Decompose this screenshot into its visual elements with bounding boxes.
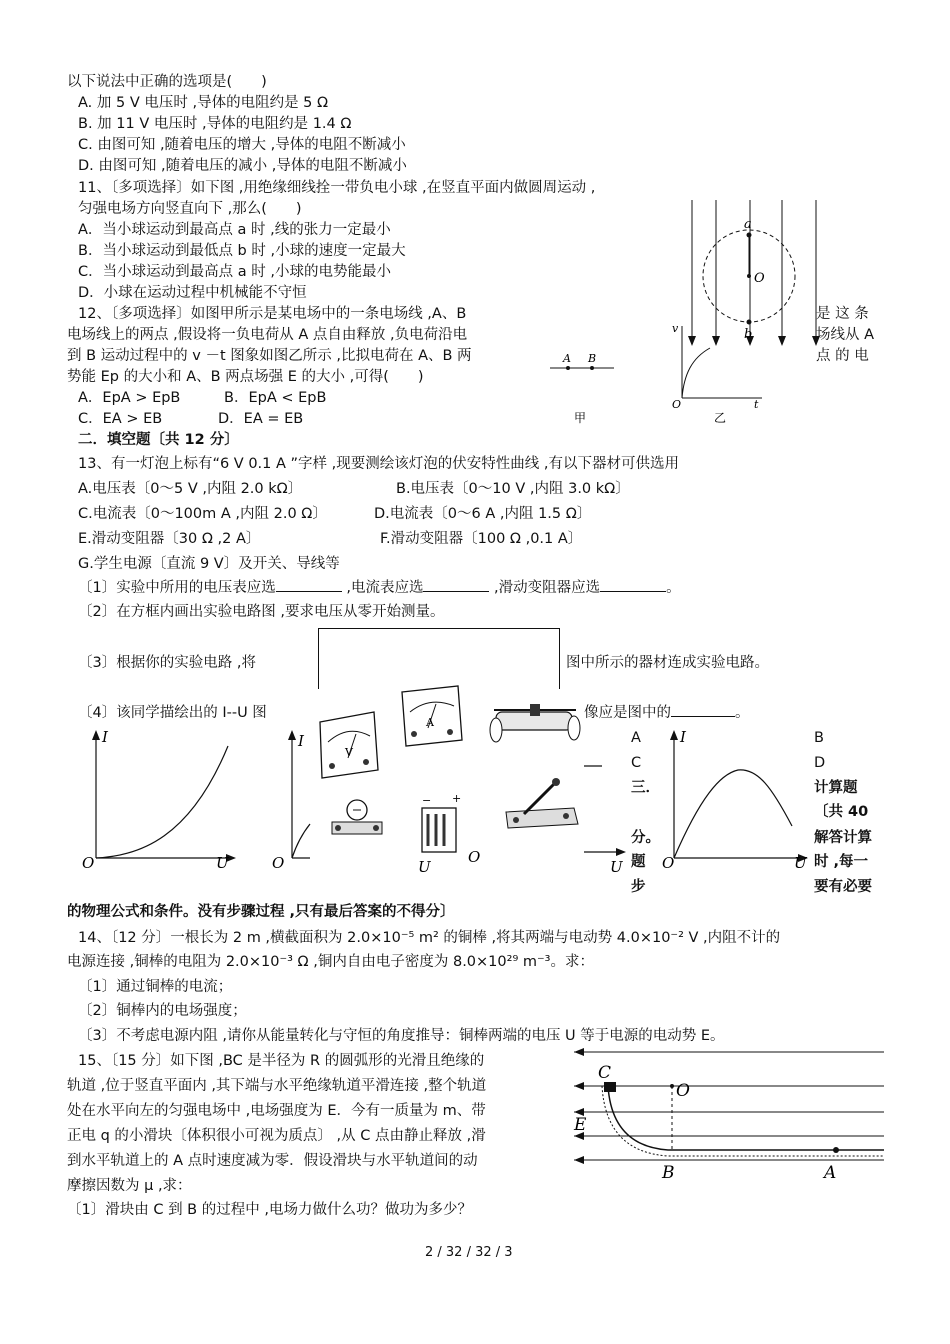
q13-part-3a: 〔3〕根据你的实验电路 ,将 <box>78 655 256 671</box>
q12-axis-v: v <box>672 322 679 335</box>
graph-d-axis-i: I <box>680 728 686 746</box>
switch-icon <box>506 778 578 828</box>
q13-option-g: G.学生电源〔直流 9 V〕及开关、导线等 <box>78 556 340 572</box>
ammeter-icon <box>402 686 462 746</box>
q12-option-a: A．EpA > EpB <box>78 390 181 406</box>
q12-line-2: 电场线上的两点 ,假设将一负电荷从 A 点自由释放 ,负电荷沿电 <box>67 327 468 343</box>
q13-p4-text: 像应是图中的 <box>584 705 671 721</box>
q13-stem: 13、有一灯泡上标有“6 V 0.1 A ”字样 ,现要测绘该灯泡的伏安特性曲线 ,有以下器材可供选用 <box>78 456 679 472</box>
section-3-frag-1: 三． <box>631 780 660 796</box>
q10-option-d: D. 由图可知 ,随着电压的减小 ,导体的电阻不断减小 <box>78 158 407 174</box>
section-3-frag-9: 要有必要 <box>814 879 872 895</box>
q14-line-2: 电源连接 ,铜棒的电阻为 2.0×10⁻³ Ω ,铜内自由电子密度为 8.0×10²⁹ m⁻³。求： <box>67 954 594 970</box>
q11-point-o-label: O <box>754 271 765 286</box>
q13-blank-rheostat[interactable] <box>600 591 666 592</box>
q12-axis-t: t <box>754 398 759 411</box>
q11-point-a-label: a <box>744 217 752 232</box>
q14-line-1: 14、〔12 分〕一根长为 2 m ,横截面积为 2.0×10⁻⁵ m² 的铜棒 ,将其两端与电动势 4.0×10⁻² V ,内阻不计的 <box>78 930 781 946</box>
section-3-frag-5: 解答计算 <box>814 830 872 846</box>
section-3-instructions: 的物理公式和条件。没有步骤过程 ,只有最后答案的不得分〕 <box>67 904 455 920</box>
q13-option-c: C.电流表〔0～100m A ,内阻 2.0 Ω〕 <box>78 506 327 522</box>
iu-graph-b <box>270 728 310 872</box>
q12-line-4: 势能 Ep 的大小和 A、B 两点场强 E 的大小 ,可得( ) <box>67 369 424 385</box>
q15-line-1: 15、〔15 分〕如下图 ,BC 是半径为 R 的圆弧形的光滑且绝缘的 <box>78 1053 485 1069</box>
q12-right-2: 场线从 A <box>816 327 875 343</box>
q12-caption-yi: 乙 <box>714 411 727 425</box>
q12-axis-origin: O <box>672 398 682 411</box>
equipment-figure <box>310 680 590 875</box>
graph-b-origin: O <box>272 854 285 872</box>
iu-graph-a <box>80 728 240 872</box>
q15-line-5: 到水平轨道上的 A 点时速度减为零．假设滑块与水平轨道间的动 <box>67 1153 478 1169</box>
q13-option-a: A.电压表〔0～5 V ,内阻 2.0 kΩ〕 <box>78 481 303 497</box>
q12-option-d: D．EA = EB <box>218 411 304 427</box>
q10-option-a: A. 加 5 V 电压时 ,导体的电阻约是 5 Ω <box>78 95 329 111</box>
iu-graph-c-remnant <box>580 752 630 876</box>
q12-right-1: 是 这 条 <box>816 306 869 322</box>
section-3-frag-4: 分。 <box>631 830 660 846</box>
section-2-title: 二．填空题〔共 12 分〕 <box>78 432 239 448</box>
q15-track-figure <box>568 1046 888 1182</box>
section-3-frag-6: 题 <box>631 854 646 870</box>
q15-line-3: 处在水平向左的匀强电场中 ,电场强度为 E．今有一质量为 m、带 <box>67 1103 486 1119</box>
q12-line-3: 到 B 运动过程中的 v －t 图象如图乙所示 ,比拟电荷在 A、B 两 <box>67 348 472 364</box>
q13-option-e: E.滑动变阻器〔30 Ω ,2 A〕 <box>78 531 261 547</box>
battery-icon <box>422 792 461 852</box>
q13-blank-graph[interactable] <box>671 716 735 717</box>
section-3-frag-7: 时 ,每一 <box>814 854 869 870</box>
q11-option-d: D．小球在运动过程中机械能不守恒 <box>78 285 307 301</box>
q13-part-2: 〔2〕在方框内画出实验电路图 ,要求电压从零开始测量。 <box>78 604 445 620</box>
q15-point-a-label: A <box>824 1163 837 1183</box>
q15-point-b-label: B <box>662 1163 675 1183</box>
q13-p1-text-4: 。 <box>666 580 681 596</box>
q12-point-b-label: B <box>588 352 597 365</box>
q12-right-3: 点 的 电 <box>816 348 869 364</box>
graph-label-b: B <box>814 730 824 746</box>
graph-d-axis-u: U <box>794 854 807 872</box>
section-3-frag-2: 计算题 <box>814 780 858 796</box>
bulb-icon <box>332 800 382 834</box>
graph-b-axis-i: I <box>298 732 304 750</box>
q13-p1-text-2: ,电流表应选 <box>341 580 424 596</box>
q15-line-6: 摩擦因数为 μ ,求： <box>67 1178 192 1194</box>
q11-point-b-label: b <box>744 327 753 342</box>
graph-a-axis-i: I <box>102 728 108 746</box>
q13-blank-ammeter[interactable] <box>423 591 489 592</box>
q11-option-a: A．当小球运动到最高点 a 时 ,线的张力一定最小 <box>78 222 391 238</box>
q13-p4-end: 。 <box>735 705 750 721</box>
battery-minus: − <box>422 794 432 807</box>
q14-part-3: 〔3〕不考虑电源内阻 ,请你从能量转化与守恒的角度推导：铜棒两端的电压 U 等于电源的电动势 E。 <box>78 1028 725 1044</box>
q14-part-1: 〔1〕通过铜棒的电流； <box>78 979 233 995</box>
q13-part-3b: 图中所示的器材连成实验电路。 <box>566 655 769 671</box>
q15-point-o-label: O <box>676 1081 690 1101</box>
q12-option-c: C．EA > EB <box>78 411 163 427</box>
graph-c-axis-u: U <box>610 858 623 876</box>
q10-option-c: C. 由图可知 ,随着电压的增大 ,导体的电阻不断减小 <box>78 137 406 153</box>
section-3-frag-8: 步 <box>631 879 646 895</box>
q15-line-2: 轨道 ,位于竖直平面内 ,其下端与水平绝缘轨道平滑连接 ,整个轨道 <box>67 1078 487 1094</box>
q12-point-a-label: A <box>563 352 571 365</box>
graph-d-origin: O <box>662 854 675 872</box>
ammeter-label: A <box>426 716 434 729</box>
q14-part-2: 〔2〕铜棒内的电场强度； <box>78 1003 247 1019</box>
q10-stem: 以下说法中正确的选项是( ) <box>67 74 267 90</box>
graph-b-axis-u: U <box>418 858 431 876</box>
q12-figure-yi <box>666 322 776 432</box>
page-number: 2 / 32 / 32 / 3 <box>425 1245 513 1260</box>
graph-a-axis-u: U <box>216 854 229 872</box>
graph-c-origin: O <box>468 848 481 866</box>
q13-part-4 <box>584 703 750 723</box>
graph-label-c: C <box>631 755 642 771</box>
q15-field-e-label: E <box>574 1115 587 1135</box>
q13-option-d: D.电流表〔0～6 A ,内阻 1.5 Ω〕 <box>374 506 592 522</box>
q13-option-b: B.电压表〔0～10 V ,内阻 3.0 kΩ〕 <box>396 481 630 497</box>
graph-label-a: A <box>631 730 641 746</box>
q13-p1-text-3: ,滑动变阻器应选 <box>489 580 601 596</box>
graph-label-d: D <box>814 755 826 771</box>
q10-option-b: B. 加 11 V 电压时 ,导体的电阻约是 1.4 Ω <box>78 116 352 132</box>
q13-p1-text-1: 〔1〕实验中所用的电压表应选 <box>78 580 276 596</box>
q11-stem-2: 匀强电场方向竖直向下 ,那么( ) <box>78 201 302 217</box>
q11-option-c: C．当小球运动到最高点 a 时 ,小球的电势能最小 <box>78 264 391 280</box>
q15-point-c-label: C <box>598 1063 612 1083</box>
rheostat-icon <box>490 704 580 742</box>
graph-a-origin: O <box>82 854 95 872</box>
iu-graph-d <box>660 728 810 872</box>
q13-part-1 <box>78 578 681 598</box>
battery-plus: + <box>452 792 462 805</box>
q12-option-b: B．EpA < EpB <box>224 390 327 406</box>
voltmeter-icon <box>320 712 378 778</box>
section-3-frag-3: 〔共 40 <box>814 804 869 820</box>
q12-line-1: 12、〔多项选择〕如图甲所示是某电场中的一条电场线 ,A、B <box>78 306 467 322</box>
q15-line-4: 正电 q 的小滑块〔体积很小可视为质点〕 ,从 C 点由静止释放 ,滑 <box>67 1128 486 1144</box>
q12-figure-jia <box>548 350 618 430</box>
q11-option-b: B．当小球运动到最低点 b 时 ,小球的速度一定最大 <box>78 243 406 259</box>
q15-part-1: 〔1〕滑块由 C 到 B 的过程中 ,电场力做什么功？做功为多少？ <box>67 1202 472 1218</box>
q13-blank-voltmeter[interactable] <box>276 591 342 592</box>
q13-part-4a: 〔4〕该同学描绘出的 I--U 图 <box>78 705 267 721</box>
voltmeter-label: V <box>345 746 353 759</box>
q12-caption-jia: 甲 <box>574 411 587 425</box>
q11-stem-1: 11、〔多项选择〕如下图 ,用绝缘细线拴一带负电小球 ,在竖直平面内做圆周运动 , <box>78 180 596 196</box>
q13-option-f: F.滑动变阻器〔100 Ω ,0.1 A〕 <box>380 531 583 547</box>
